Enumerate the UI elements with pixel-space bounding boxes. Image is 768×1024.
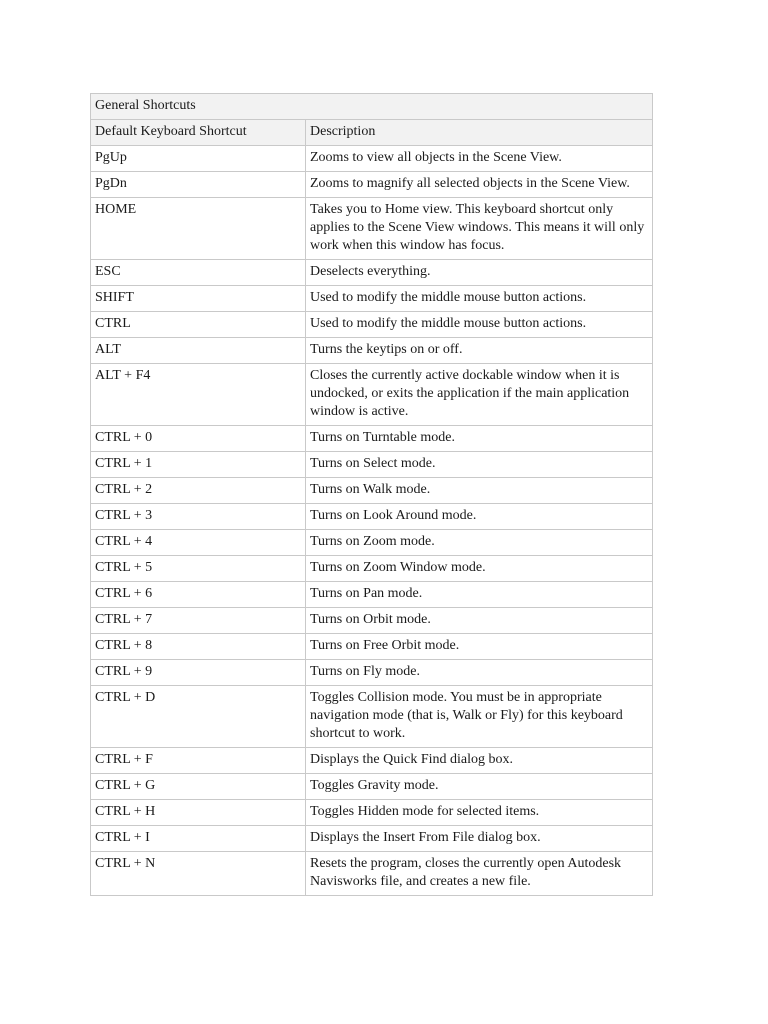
- description-cell: Turns on Walk mode.: [306, 478, 653, 504]
- document-page: [90, 93, 652, 896]
- table-row: [91, 478, 653, 504]
- description-cell: Turns on Orbit mode.: [306, 608, 653, 634]
- shortcut-cell: ALT + F4: [91, 364, 306, 426]
- shortcut-cell: CTRL + 6: [91, 582, 306, 608]
- description-cell: Displays the Insert From File dialog box.: [306, 826, 653, 852]
- table-row: [91, 504, 653, 530]
- shortcut-cell: CTRL + 1: [91, 452, 306, 478]
- description-cell: Used to modify the middle mouse button actions.: [306, 286, 653, 312]
- description-cell: Turns the keytips on or off.: [306, 338, 653, 364]
- table-row: [91, 172, 653, 198]
- description-cell: Resets the program, closes the currently open Autodesk Navisworks file, and creates a new file.: [306, 852, 653, 896]
- column-header-shortcut: Default Keyboard Shortcut: [91, 120, 306, 146]
- shortcut-cell: ALT: [91, 338, 306, 364]
- description-cell: Turns on Look Around mode.: [306, 504, 653, 530]
- table-row: [91, 660, 653, 686]
- table-row: [91, 826, 653, 852]
- shortcut-cell: PgUp: [91, 146, 306, 172]
- shortcut-cell: PgDn: [91, 172, 306, 198]
- shortcut-cell: CTRL + 3: [91, 504, 306, 530]
- shortcut-cell: CTRL + G: [91, 774, 306, 800]
- table-row: [91, 452, 653, 478]
- table-row: [91, 634, 653, 660]
- shortcut-cell: HOME: [91, 198, 306, 260]
- table-row: [91, 260, 653, 286]
- table-row: [91, 608, 653, 634]
- description-cell: Toggles Hidden mode for selected items.: [306, 800, 653, 826]
- description-cell: Turns on Zoom Window mode.: [306, 556, 653, 582]
- table-row: [91, 686, 653, 748]
- table-row: [91, 748, 653, 774]
- table-row: [91, 530, 653, 556]
- shortcut-cell: CTRL + 2: [91, 478, 306, 504]
- column-header-description: Description: [306, 120, 653, 146]
- table-title-row: [91, 94, 653, 120]
- shortcut-cell: SHIFT: [91, 286, 306, 312]
- description-cell: Zooms to magnify all selected objects in the Scene View.: [306, 172, 653, 198]
- shortcut-cell: CTRL + 7: [91, 608, 306, 634]
- table-body: [91, 146, 653, 896]
- table-row: [91, 338, 653, 364]
- shortcut-cell: CTRL + I: [91, 826, 306, 852]
- description-cell: Turns on Free Orbit mode.: [306, 634, 653, 660]
- shortcut-cell: CTRL + 0: [91, 426, 306, 452]
- description-cell: Displays the Quick Find dialog box.: [306, 748, 653, 774]
- description-cell: Turns on Pan mode.: [306, 582, 653, 608]
- description-cell: Turns on Fly mode.: [306, 660, 653, 686]
- description-cell: Used to modify the middle mouse button actions.: [306, 312, 653, 338]
- table-row: [91, 556, 653, 582]
- shortcut-cell: CTRL: [91, 312, 306, 338]
- description-cell: Closes the currently active dockable window when it is undocked, or exits the application if the main application window is active.: [306, 364, 653, 426]
- table-title: General Shortcuts: [91, 94, 653, 120]
- table-row: [91, 364, 653, 426]
- shortcut-cell: CTRL + H: [91, 800, 306, 826]
- shortcut-cell: CTRL + 8: [91, 634, 306, 660]
- description-cell: Zooms to view all objects in the Scene View.: [306, 146, 653, 172]
- shortcut-cell: CTRL + N: [91, 852, 306, 896]
- table-row: [91, 312, 653, 338]
- description-cell: Turns on Turntable mode.: [306, 426, 653, 452]
- shortcut-cell: CTRL + F: [91, 748, 306, 774]
- table-header-row: [91, 120, 653, 146]
- shortcut-cell: CTRL + 9: [91, 660, 306, 686]
- table-row: [91, 800, 653, 826]
- table-row: [91, 774, 653, 800]
- description-cell: Takes you to Home view. This keyboard shortcut only applies to the Scene View windows. This means it will only work when this window has focus.: [306, 198, 653, 260]
- table-row: [91, 286, 653, 312]
- description-cell: Toggles Collision mode. You must be in appropriate navigation mode (that is, Walk or Fly) for this keyboard shortcut to work.: [306, 686, 653, 748]
- shortcut-cell: CTRL + 5: [91, 556, 306, 582]
- shortcut-cell: CTRL + D: [91, 686, 306, 748]
- shortcut-cell: ESC: [91, 260, 306, 286]
- table-row: [91, 852, 653, 896]
- shortcuts-table: [90, 93, 653, 896]
- table-row: [91, 146, 653, 172]
- description-cell: Toggles Gravity mode.: [306, 774, 653, 800]
- table-row: [91, 426, 653, 452]
- description-cell: Deselects everything.: [306, 260, 653, 286]
- description-cell: Turns on Zoom mode.: [306, 530, 653, 556]
- table-row: [91, 582, 653, 608]
- description-cell: Turns on Select mode.: [306, 452, 653, 478]
- shortcut-cell: CTRL + 4: [91, 530, 306, 556]
- table-row: [91, 198, 653, 260]
